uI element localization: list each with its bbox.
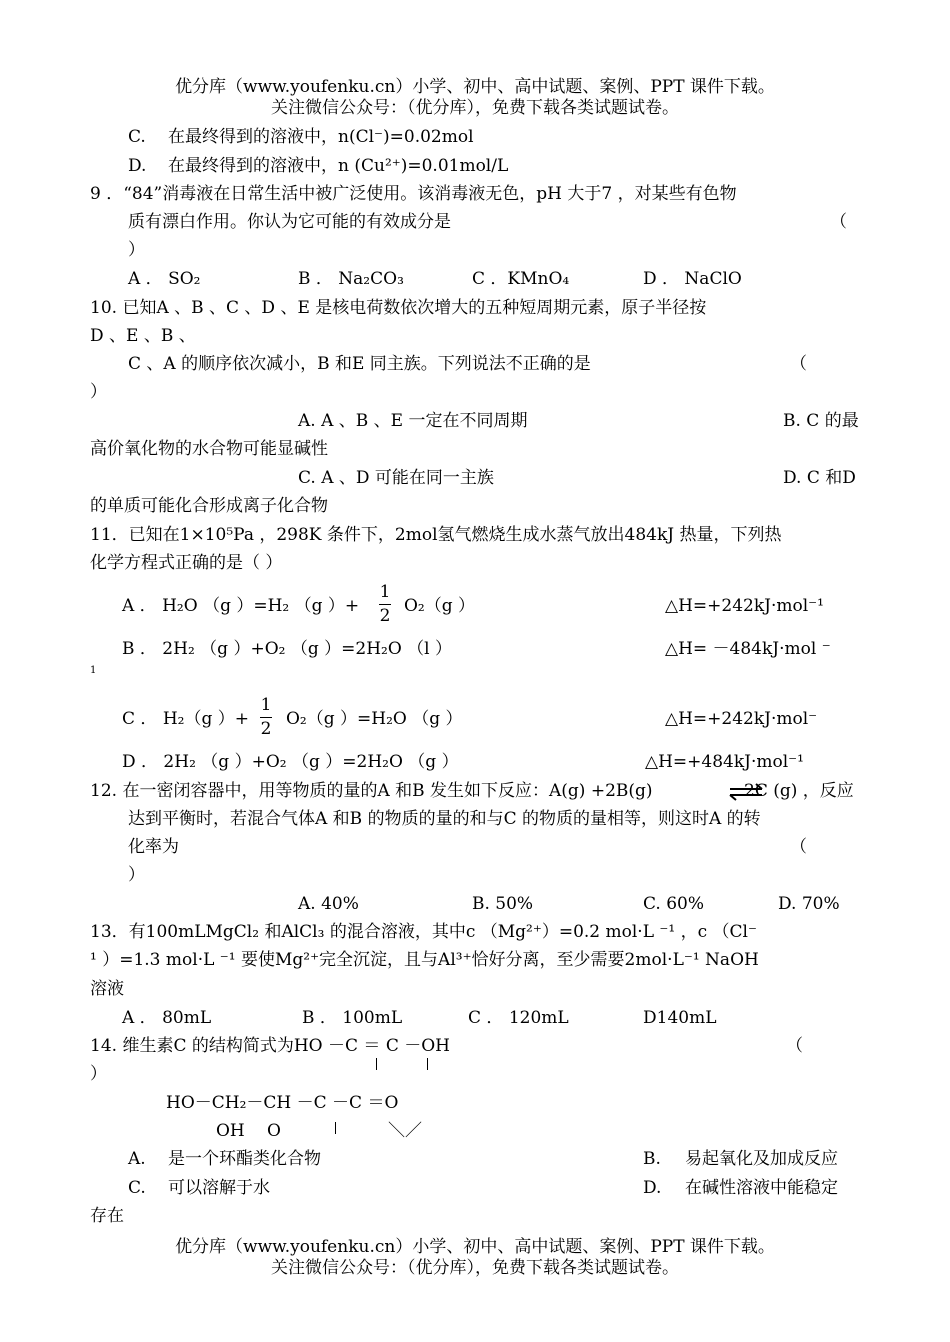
q11-option-c-dh: △H=+242kJ·mol⁻ — [665, 709, 818, 729]
q12-line-2: 达到平衡时，若混合气体A 和B 的物质的量的和与C 的物质的量相等，则这时A 的转 — [128, 809, 761, 829]
q9-paren-close: ） — [128, 240, 145, 260]
q14-option-a-label: A. — [128, 1149, 146, 1169]
q13-option-a: A ． 80mL — [122, 1008, 212, 1028]
q10-paren-open: （ — [790, 354, 807, 374]
q8-option-c-text — [168, 126, 474, 148]
q14-option-d-label: D. — [643, 1178, 662, 1198]
q11-option-c-left: C ． H₂（g ）+ — [122, 709, 249, 729]
q13-line-3: 溶液 — [90, 979, 124, 999]
q14-struct-ring-bonds: ＼／ — [388, 1121, 422, 1141]
q14-option-c-label: C. — [128, 1178, 146, 1198]
bond-line — [376, 1058, 377, 1070]
footer-line-2: 关注微信公众号：（优分库），免费下载各类试题试卷。 — [271, 1258, 679, 1278]
q11-line-1: 11．已知在1×10⁵Pa ，298K 条件下，2mol氢气燃烧生成水蒸气放出484kJ 热量，下列热 — [90, 525, 782, 545]
q13-option-c: C ． 120mL — [468, 1008, 569, 1028]
q8-option-c-prefix: 在最终得到的溶液中， — [168, 127, 338, 147]
q14-option-b: 易起氧化及加成反应 — [685, 1149, 838, 1169]
q11-option-b-eq: B ． 2H₂ （g ）+O₂ （g ）=2H₂O （l ） — [122, 639, 453, 659]
q8-option-d-prefix: 在最终得到的溶液中， — [168, 156, 338, 176]
q10-option-a: A. A 、B 、E 一定在不同周期 — [298, 411, 528, 431]
q11-option-b-wrap: 1 — [90, 665, 97, 676]
q13-line-1: 13．有100mLMgCl₂ 和AlCl₃ 的混合溶液，其中c （Mg²⁺）=0.2 mol·L ⁻¹ ，c （Cl⁻ — [90, 922, 757, 942]
q10-option-b-tail: 高价氧化物的水合物可能显碱性 — [90, 439, 328, 459]
q8-option-c-formula: n(Cl⁻)=0.02mol — [338, 127, 474, 147]
q14-paren-open: （ — [786, 1036, 803, 1056]
q14-option-b-label: B. — [643, 1149, 661, 1169]
q8-option-d-text — [168, 155, 508, 177]
q12-line-3: 化率为 — [128, 837, 179, 857]
q11-option-c-frac-bar — [260, 717, 272, 718]
q11-option-d-dh: △H=+484kJ·mol⁻¹ — [645, 752, 804, 772]
q10-line-2: D 、E 、B 、 — [90, 326, 196, 346]
q9-option-d: D ． NaClO — [643, 269, 742, 289]
q11-option-a-frac-den: 2 — [379, 606, 391, 626]
q8-option-d-formula: n (Cu²⁺)=0.01mol/L — [338, 156, 509, 176]
q14-line-1: 14. 维生素C 的结构简式为HO －C ＝ C －OH — [90, 1036, 451, 1056]
q14-option-c: 可以溶解于水 — [168, 1178, 270, 1198]
q14-struct-o: O — [267, 1121, 281, 1141]
q12-line-1a: 12. 在一密闭容器中，用等物质的量的A 和B 发生如下反应：A(g) +2B(g) — [90, 781, 653, 801]
q10-line-3: C 、A 的顺序依次减小，B 和E 同主族。下列说法不正确的是 — [128, 354, 591, 374]
header-line-1: 优分库（www.youfenku.cn）小学、初中、高中试题、案例、PPT 课件下载。 — [175, 77, 775, 97]
q9-line-1: 9 ．“84”消毒液在日常生活中被广泛使用。该消毒液无色，pH 大于7 ，对某些有色物 — [90, 184, 737, 204]
q9-paren-open: （ — [830, 212, 847, 232]
q12-line-1b: 2C (g) ，反应 — [744, 781, 854, 801]
q9-line-2: 质有漂白作用。你认为它可能的有效成分是 — [128, 212, 451, 232]
header-line-2: 关注微信公众号：（优分库），免费下载各类试题试卷。 — [271, 98, 679, 118]
q11-option-a-frac-bar — [379, 604, 391, 605]
q14-option-a: 是一个环酯类化合物 — [168, 1149, 321, 1169]
q10-option-b-head: B. C 的最 — [783, 411, 859, 431]
q11-option-d-eq: D ． 2H₂ （g ）+O₂ （g ）=2H₂O （g ） — [122, 752, 459, 772]
q11-line-2: 化学方程式正确的是（ ） — [90, 553, 283, 573]
q11-option-a-left: A ． H₂O （g ）=H₂ （g ）+ — [122, 596, 360, 616]
q9-option-c: C ．KMnO₄ — [472, 269, 570, 289]
q14-option-d-head: 在碱性溶液中能稳定 — [685, 1178, 838, 1198]
q11-option-c-frac-den: 2 — [260, 719, 272, 739]
q14-struct-oh: OH — [216, 1121, 245, 1141]
q10-option-d-head: D. C 和D — [783, 468, 856, 488]
q14-option-d-tail: 存在 — [90, 1206, 124, 1226]
footer-line-1: 优分库（www.youfenku.cn）小学、初中、高中试题、案例、PPT 课件下载。 — [175, 1237, 775, 1257]
q14-struct-line-2: HO－CH₂－CH －C －C ＝O — [166, 1093, 399, 1113]
q12-option-a: A. 40% — [298, 894, 359, 914]
q11-option-b-dh: △H= －484kJ·mol ⁻ — [665, 639, 831, 659]
q12-option-c: C. 60% — [643, 894, 704, 914]
q11-option-a-dh: △H=+242kJ·mol⁻¹ — [665, 596, 824, 616]
q13-option-d: D140mL — [643, 1008, 717, 1028]
q10-paren-close: ） — [90, 382, 107, 402]
q10-line-1: 10. 已知A 、B 、C 、D 、E 是核电荷数依次增大的五种短周期元素，原子半径按 — [90, 298, 707, 318]
q9-option-b: B ． Na₂CO₃ — [298, 269, 404, 289]
q8-option-d-label: D. — [128, 156, 147, 176]
q13-option-b: B ． 100mL — [302, 1008, 403, 1028]
q14-paren-close: ） — [90, 1064, 107, 1084]
q8-option-c-label: C. — [128, 127, 146, 147]
q13-line-2: ¹ ）=1.3 mol·L ⁻¹ 要使Mg²⁺完全沉淀，且与Al³⁺恰好分离，至少需要2mol·L⁻¹ NaOH — [90, 950, 759, 970]
q9-option-a: A ． SO₂ — [128, 269, 201, 289]
q12-paren-open: （ — [790, 837, 807, 857]
q12-option-b: B. 50% — [472, 894, 534, 914]
bond-line — [427, 1058, 428, 1070]
q10-option-d-tail: 的单质可能化合形成离子化合物 — [90, 496, 328, 516]
bond-line — [335, 1122, 336, 1134]
q12-option-d: D. 70% — [778, 894, 840, 914]
q11-option-c-right: O₂（g ）=H₂O （g ） — [286, 709, 463, 729]
q11-option-a-right: O₂（g ） — [404, 596, 476, 616]
q11-option-a-frac-num: 1 — [379, 582, 391, 602]
q12-paren-close: ） — [128, 865, 145, 885]
q11-option-c-frac-num: 1 — [260, 695, 272, 715]
q10-option-c: C. A 、D 可能在同一主族 — [298, 468, 494, 488]
